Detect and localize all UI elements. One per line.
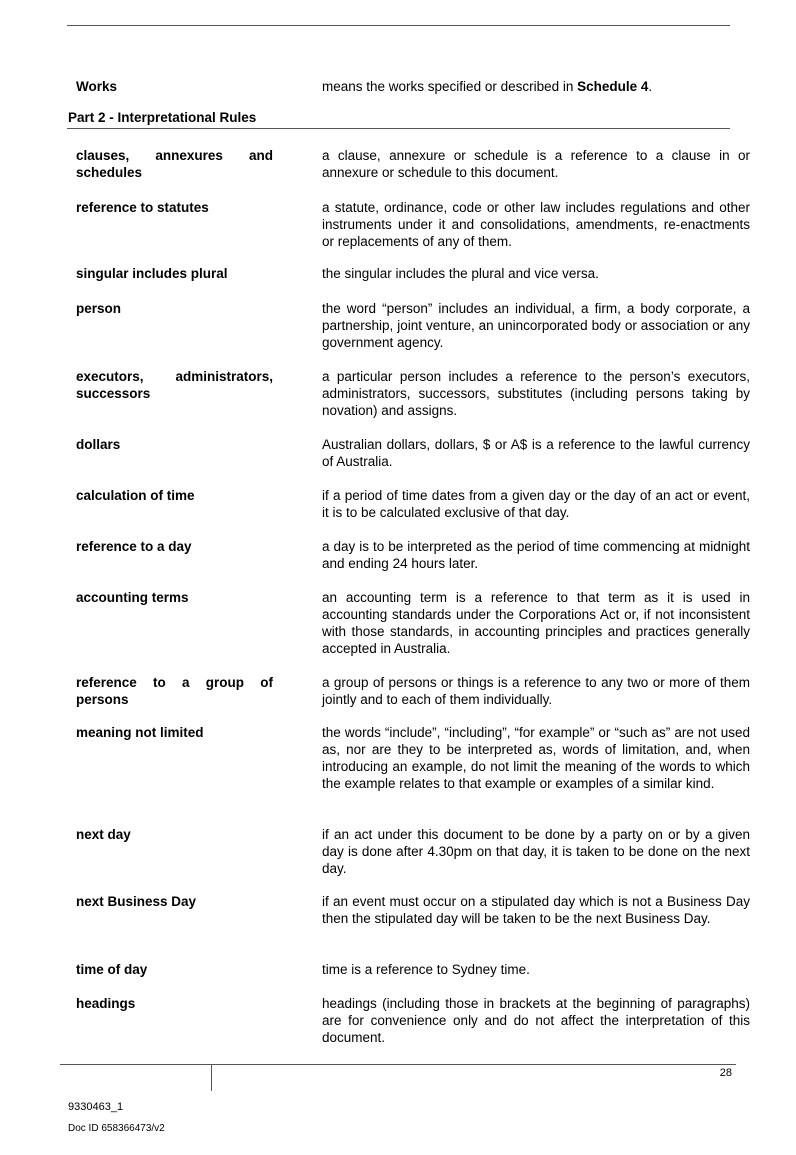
- rule-definition: time is a reference to Sydney time.: [322, 962, 530, 977]
- document-id: Doc ID 658366473/v2: [68, 1123, 165, 1134]
- rule-definition: if a period of time dates from a given day or the day of an act or event, it is to be calculated exclusive of that day.: [322, 488, 750, 520]
- header-rule: [67, 25, 730, 26]
- part-heading: Part 2 - Interpretational Rules: [68, 110, 257, 125]
- rule-term: clauses, annexures and schedules: [76, 148, 273, 180]
- rule-term: headings: [76, 996, 136, 1011]
- rule-definition: an accounting term is a reference to that term as it is used in accounting standards under the Corporations Act or, if not inconsistent with those standards, in accounting principles and practices generally accepted in Australia.: [322, 590, 750, 656]
- definition-term: Works: [76, 79, 118, 94]
- rule-term: next Business Day: [76, 894, 197, 909]
- rule-definition: a group of persons or things is a reference to any two or more of them jointly and to each of them individually.: [322, 675, 750, 707]
- footer-divider: [211, 1064, 212, 1091]
- rule-definition: the word “person” includes an individual, a firm, a body corporate, a partnership, joint venture, an unincorporated body or association or any government agency.: [322, 301, 750, 350]
- rule-term: reference to a day: [76, 539, 192, 554]
- rule-term: next day: [76, 827, 131, 842]
- rule-term: reference to a group of persons: [76, 675, 273, 707]
- rule-term: meaning not limited: [76, 725, 204, 740]
- schedule-reference: Schedule 4: [577, 79, 649, 94]
- definition-text-suffix: .: [648, 79, 653, 94]
- definition-text: [322, 78, 750, 95]
- rule-definition: the singular includes the plural and vice versa.: [322, 266, 599, 281]
- rule-definition: a day is to be interpreted as the period of time commencing at midnight and ending 24 hours later.: [322, 539, 750, 571]
- rule-term: executors, administrators, successors: [76, 369, 273, 401]
- rule-definition: headings (including those in brackets at the beginning of paragraphs) are for convenience only and do not affect the interpretation of this document.: [322, 996, 750, 1045]
- rule-definition: a clause, annexure or schedule is a reference to a clause in or annexure or schedule to this document.: [322, 148, 750, 180]
- rule-term: dollars: [76, 437, 121, 452]
- rule-term: accounting terms: [76, 590, 189, 605]
- rule-definition: the words “include”, “including”, “for example” or “such as” are not used as, nor are they to be interpreted as, words of limitation, and, when introducing an example, do not limit the meaning of the words to which the example relates to that example or examples of a similar kind.: [322, 725, 750, 791]
- document-number: 9330463_1: [68, 1101, 124, 1113]
- rule-term: time of day: [76, 962, 148, 977]
- rule-term: reference to statutes: [76, 200, 209, 215]
- rule-definition: Australian dollars, dollars, $ or A$ is a reference to the lawful currency of Australia.: [322, 437, 750, 469]
- rule-term: person: [76, 301, 122, 316]
- footer-rule: [60, 1064, 736, 1065]
- rule-definition: a particular person includes a reference to the person’s executors, administrators, successors, substitutes (including persons taking by novation) and assigns.: [322, 369, 750, 418]
- rule-definition: if an event must occur on a stipulated day which is not a Business Day then the stipulated day will be taken to be the next Business Day.: [322, 894, 750, 926]
- rule-term: singular includes plural: [76, 266, 228, 281]
- rule-definition: if an act under this document to be done by a party on or by a given day is done after 4.30pm on that day, it is taken to be done on the next day.: [322, 827, 750, 876]
- part-heading-rule: [67, 128, 730, 129]
- rule-definition: a statute, ordinance, code or other law includes regulations and other instruments under it and consolidations, amendments, re-enactments or replacements of any of them.: [322, 200, 750, 249]
- page-number: 28: [719, 1067, 732, 1079]
- definition-text-prefix: means the works specified or described in: [322, 79, 578, 94]
- rule-term: calculation of time: [76, 488, 195, 503]
